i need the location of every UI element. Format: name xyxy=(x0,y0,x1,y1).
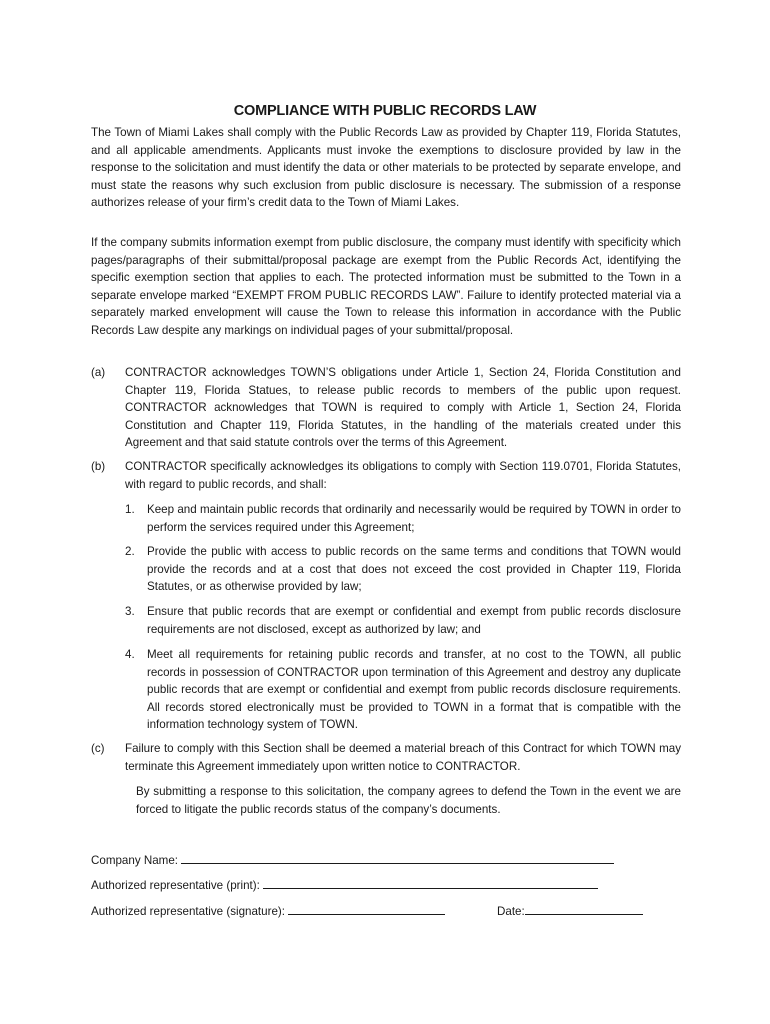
company-name-label: Company Name: xyxy=(91,854,178,867)
rep-signature-label: Authorized representative (signature): xyxy=(91,905,285,918)
list-item-number: 4. xyxy=(125,648,135,661)
rep-print-line xyxy=(91,876,598,894)
intro-paragraph: The Town of Miami Lakes shall comply with the Public Records Law as provided by Chapter 119, Florida Statutes, and all applicable amendments. Applicants must invoke the exemptions to disclosure provided by law in the response to the solicitation and must identify the data or other materials to be protected by separate envelope, and must state the reasons why such exclusion from public disclosure is necessary. The submission of a response authorizes release of your firm’s credit data to the Town of Miami Lakes. xyxy=(91,126,681,209)
date-line xyxy=(497,902,643,920)
list-item-text: Provide the public with access to public records on the same terms and conditions that TOWN would provide the records and at a cost that does not exceed the cost provided in Chapter 119, Florida Statutes, or as otherwise provided by law; xyxy=(147,545,681,593)
date-field[interactable] xyxy=(525,902,643,915)
clause-b-text: CONTRACTOR specifically acknowledges its obligations to comply with Section 119.0701, Florida Statutes, with regard to public records, and shall: xyxy=(125,460,681,491)
list-item-number: 2. xyxy=(125,545,135,558)
rep-signature-field[interactable] xyxy=(288,902,445,915)
list-item-number: 3. xyxy=(125,605,135,618)
company-name-field[interactable] xyxy=(181,851,614,864)
date-label: Date: xyxy=(497,905,525,918)
rep-print-label: Authorized representative (print): xyxy=(91,879,260,892)
list-item-number: 1. xyxy=(125,503,135,516)
clause-c-label: (c) xyxy=(91,742,105,755)
list-item-text: Ensure that public records that are exempt or confidential and exempt from public records disclosure requirements are not disclosed, except as authorized by law; and xyxy=(147,605,681,636)
page-title: COMPLIANCE WITH PUBLIC RECORDS LAW xyxy=(233,103,537,119)
clause-a-label: (a) xyxy=(91,366,106,379)
list-item-text: Meet all requirements for retaining public records and transfer, at no cost to the TOWN, all public records in possession of CONTRACTOR upon termination of this Agreement and destroy any duplicate public records that are exempt or confidential and exempt from public records disclosure requirements. All records stored electronically must be provided to TOWN in a format that is compatible with the information technology system of TOWN. xyxy=(147,648,681,731)
clause-c-text: Failure to comply with this Section shall be deemed a material breach of this Contract for which TOWN may terminate this Agreement immediately upon written notice to CONTRACTOR. xyxy=(125,742,681,773)
clause-a-text: CONTRACTOR acknowledges TOWN’S obligations under Article 1, Section 24, Florida Constitution and Chapter 119, Florida Statues, to release public records to members of the public upon request. CONTRACTOR acknowledges that TOWN is required to comply with Article 1, Section 24, Florida Constitution and Chapter 119, Florida Statutes, in the handling of the materials created under this Agreement and that said statute controls over the terms of this Agreement. xyxy=(125,366,681,449)
closing-paragraph: By submitting a response to this solicitation, the company agrees to defend the Town in the event we are forced to litigate the public records status of the company’s documents. xyxy=(136,785,681,816)
clause-b-label: (b) xyxy=(91,460,106,473)
rep-print-field[interactable] xyxy=(263,876,598,889)
list-item-text: Keep and maintain public records that ordinarily and necessarily would be required by TOWN in order to perform the services required under this Agreement; xyxy=(147,503,681,534)
company-name-line xyxy=(91,851,614,869)
rep-signature-line xyxy=(91,902,445,920)
exemption-paragraph: If the company submits information exempt from public disclosure, the company must identify with specificity which pages/paragraphs of their submittal/proposal package are exempt from the Public Records Act, identifying the specific exemption section that applies to each. The protected information must be submitted to the Town in a separate envelope marked “EXEMPT FROM PUBLIC RECORDS LAW”. Failure to identify protected material via a separately marked envelopment will cause the Town to release this information in accordance with the Public Records Law despite any markings on individual pages of your submittal/proposal. xyxy=(91,236,681,337)
